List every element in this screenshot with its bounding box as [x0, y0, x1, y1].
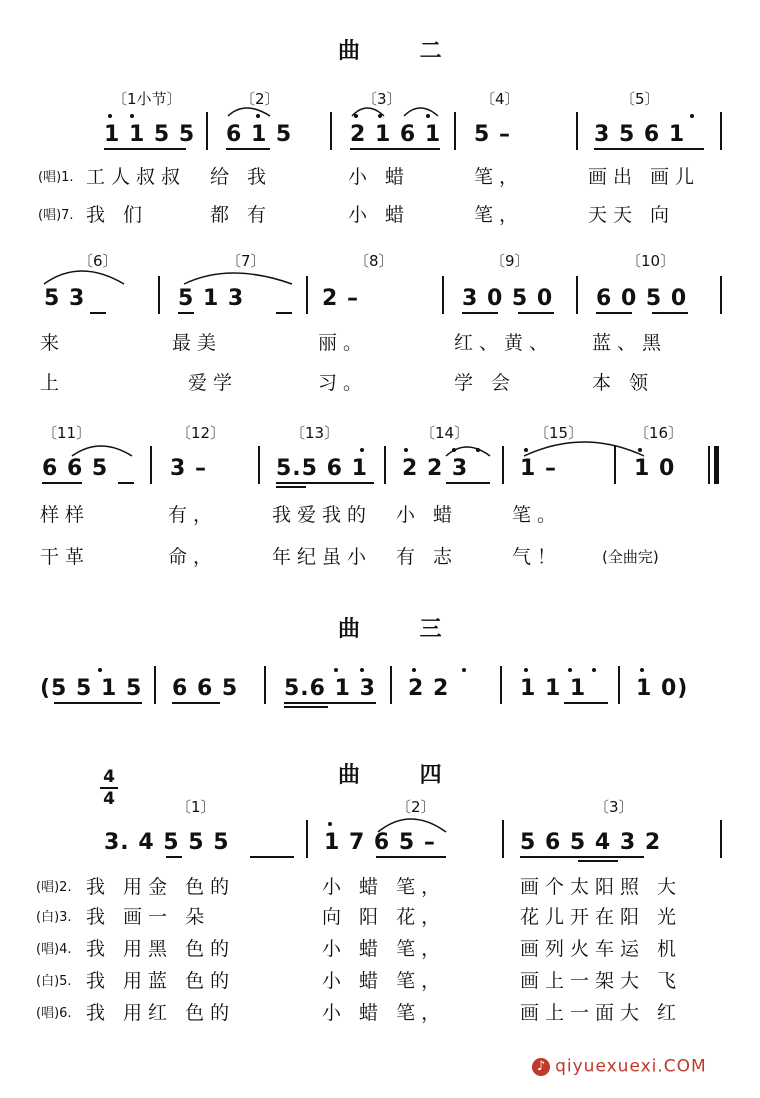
lyric-verse7: 爱学 — [188, 372, 239, 394]
notes-measure: 3 0 5 0 — [462, 286, 554, 311]
notes-measure: 5 6 5 4 3 2 — [520, 830, 662, 855]
lyric-verse7: 命， — [168, 546, 219, 568]
measure-label: 〔6〕 — [78, 252, 118, 270]
measure-label: 〔1〕 — [176, 798, 216, 816]
lyric-line: 画上一面大 红 — [520, 1002, 683, 1024]
lyric-verse7: 小 蜡 — [348, 204, 411, 226]
title-qu3: 曲 三 — [338, 617, 468, 642]
lyric-verse7: 气！ — [512, 546, 563, 568]
slur-marks — [0, 96, 760, 120]
lyric-verse7: 本 领 — [592, 372, 655, 394]
lyric-verse1: 有， — [168, 504, 219, 526]
music-note-icon: ♪ — [532, 1058, 550, 1076]
notes-measure: 2 2 3 — [402, 456, 469, 481]
underline — [462, 312, 498, 314]
slur-marks — [0, 430, 760, 460]
lyric-line: 画个太阳照 大 — [520, 876, 683, 898]
underline — [250, 856, 294, 858]
notes-measure: 5.6 1 3 — [284, 676, 376, 701]
notes-measure: 1 0) — [636, 676, 689, 701]
bar-line — [618, 666, 620, 704]
notes-measure: 3 – — [170, 456, 207, 481]
notes-measure: 1 7 6 5 – — [324, 830, 436, 855]
measure-label: 〔8〕 — [354, 252, 394, 270]
watermark-text: qiyuexuexi.COM — [555, 1056, 707, 1077]
lyric-verse1: 红、黄、 — [454, 332, 555, 354]
measure-label: 〔15〕 — [534, 424, 584, 442]
high-dot — [592, 668, 596, 672]
lyric-line: (唱)2. — [36, 880, 72, 895]
lyric-line: (唱)4. — [36, 942, 72, 957]
lyric-verse1: 最美 — [172, 332, 223, 354]
lyric-verse7: 习。 — [318, 372, 369, 394]
measure-label: 〔5〕 — [620, 90, 660, 108]
high-dot — [412, 668, 416, 672]
underline — [284, 702, 376, 704]
notes-measure: 2 – — [322, 286, 359, 311]
lyric-verse1: (唱)1. — [38, 170, 74, 185]
title-qu4: 曲 四 — [338, 763, 468, 788]
lyric-verse7: 都 有 — [210, 204, 273, 226]
measure-label: 〔12〕 — [176, 424, 226, 442]
underline — [350, 148, 440, 150]
measure-label: 〔2〕 — [240, 90, 280, 108]
underline — [446, 482, 490, 484]
underline — [284, 706, 328, 708]
lyric-verse7: 年纪虽小 — [272, 546, 373, 568]
lyric-verse1: 丽。 — [318, 332, 369, 354]
lyric-line: 花儿开在阳 光 — [520, 906, 683, 928]
measure-label: 〔10〕 — [626, 252, 676, 270]
underline — [90, 312, 106, 314]
end-of-song-note: (全曲完) — [602, 548, 659, 566]
lyric-line: (白)5. — [36, 974, 72, 989]
notes-measure: 1 0 — [634, 456, 676, 481]
lyric-line: 画上一架大 飞 — [520, 970, 683, 992]
notes-measure: 5 3 — [44, 286, 86, 311]
high-dot — [640, 668, 644, 672]
lyric-verse1: 笔。 — [512, 504, 563, 526]
lyric-verse7: 天天 向 — [588, 204, 676, 226]
bar-line — [390, 666, 392, 704]
underline — [578, 860, 618, 862]
lyric-verse1: 工人叔叔 — [86, 166, 187, 188]
bar-line — [264, 666, 266, 704]
notes-measure: 5 1 3 — [178, 286, 245, 311]
notes-measure: 1 1 1 — [520, 676, 587, 701]
lyric-line: 向 阳 花， — [322, 906, 447, 928]
title-qu2: 曲 二 — [338, 39, 468, 64]
lyric-verse1: 笔， — [474, 166, 525, 188]
high-dot — [360, 668, 364, 672]
measure-label: 〔4〕 — [480, 90, 520, 108]
underline — [376, 856, 446, 858]
underline — [594, 148, 704, 150]
measure-label: 〔9〕 — [490, 252, 530, 270]
bar-line — [500, 666, 502, 704]
measure-label: 〔16〕 — [634, 424, 684, 442]
lyric-line: (白)3. — [36, 910, 72, 925]
measure-label: 〔11〕 — [42, 424, 92, 442]
time-signature: 4 4 — [100, 768, 118, 808]
lyric-verse7: 有 志 — [396, 546, 459, 568]
high-dot — [568, 668, 572, 672]
underline — [276, 486, 306, 488]
underline — [652, 312, 688, 314]
notes-measure: 6 6 5 — [172, 676, 239, 701]
measure-label: 〔3〕 — [362, 90, 402, 108]
lyric-verse1: 样样 — [40, 504, 91, 526]
lyric-verse1: 蓝、黑 — [592, 332, 668, 354]
notes-measure: 1 1 5 5 — [104, 122, 196, 147]
underline — [226, 148, 270, 150]
notes-measure: 6 0 5 0 — [596, 286, 688, 311]
lyric-verse7: (唱)7. — [38, 208, 74, 223]
underline — [564, 702, 608, 704]
high-dot — [334, 668, 338, 672]
lyric-line: 小 蜡 笔， — [322, 938, 447, 960]
lyric-verse7: 干革 — [40, 546, 91, 568]
notes-measure: 5.5 6 1 — [276, 456, 368, 481]
high-dot — [524, 668, 528, 672]
lyric-verse1: 小 蜡 — [348, 166, 411, 188]
notes-measure: 6 6 5 — [42, 456, 109, 481]
lyric-verse1: 给 我 — [210, 166, 273, 188]
lyric-line: 我 用金 色的 — [86, 876, 236, 898]
underline — [518, 312, 554, 314]
underline — [166, 856, 182, 858]
underline — [172, 702, 220, 704]
lyric-line: 我 用红 色的 — [86, 1002, 236, 1024]
underline — [178, 312, 194, 314]
lyric-line: (唱)6. — [36, 1006, 72, 1021]
slur-marks — [0, 258, 760, 288]
notes-measure: 1 – — [520, 456, 557, 481]
slur-marks — [0, 806, 760, 836]
measure-label: 〔7〕 — [226, 252, 266, 270]
underline — [596, 312, 632, 314]
notes-measure: (5 5 1 5 — [40, 676, 143, 701]
lyric-line: 我 用黑 色的 — [86, 938, 236, 960]
underline — [276, 312, 292, 314]
high-dot — [462, 668, 466, 672]
lyric-line: 画列火车运 机 — [520, 938, 683, 960]
underline — [42, 482, 82, 484]
notes-measure: 6 1 5 — [226, 122, 293, 147]
lyric-line: 小 蜡 笔， — [322, 876, 447, 898]
underline — [118, 482, 134, 484]
notes-measure: 2 2 — [408, 676, 450, 701]
notes-measure: 5 – — [474, 122, 511, 147]
high-dot — [98, 668, 102, 672]
measure-label: 〔13〕 — [290, 424, 340, 442]
lyric-verse7: 笔， — [474, 204, 525, 226]
lyric-verse7: 我 们 — [86, 204, 149, 226]
measure-label: 〔14〕 — [420, 424, 470, 442]
measure-label: 〔3〕 — [594, 798, 634, 816]
underline — [276, 482, 374, 484]
underline — [54, 702, 142, 704]
lyric-verse7: 学 会 — [454, 372, 517, 394]
notes-measure: 3 5 6 1 — [594, 122, 686, 147]
lyric-verse7: 上 — [40, 372, 66, 394]
underline — [520, 856, 644, 858]
lyric-verse1: 我爱我的 — [272, 504, 373, 526]
notes-measure: 2 1 6 1 — [350, 122, 442, 147]
notes-measure: 3. 4 5 5 5 — [104, 830, 230, 855]
lyric-verse1: 画出 画儿 — [588, 166, 701, 188]
lyric-line: 我 画一 朵 — [86, 906, 211, 928]
measure-label: 〔2〕 — [396, 798, 436, 816]
lyric-verse1: 来 — [40, 332, 66, 354]
watermark — [532, 1056, 707, 1077]
measure-label: 〔1小节〕 — [112, 90, 182, 108]
lyric-line: 我 用蓝 色的 — [86, 970, 236, 992]
lyric-line: 小 蜡 笔， — [322, 970, 447, 992]
lyric-verse1: 小 蜡 — [396, 504, 459, 526]
lyric-line: 小 蜡 笔， — [322, 1002, 447, 1024]
underline — [104, 148, 186, 150]
bar-line — [154, 666, 156, 704]
